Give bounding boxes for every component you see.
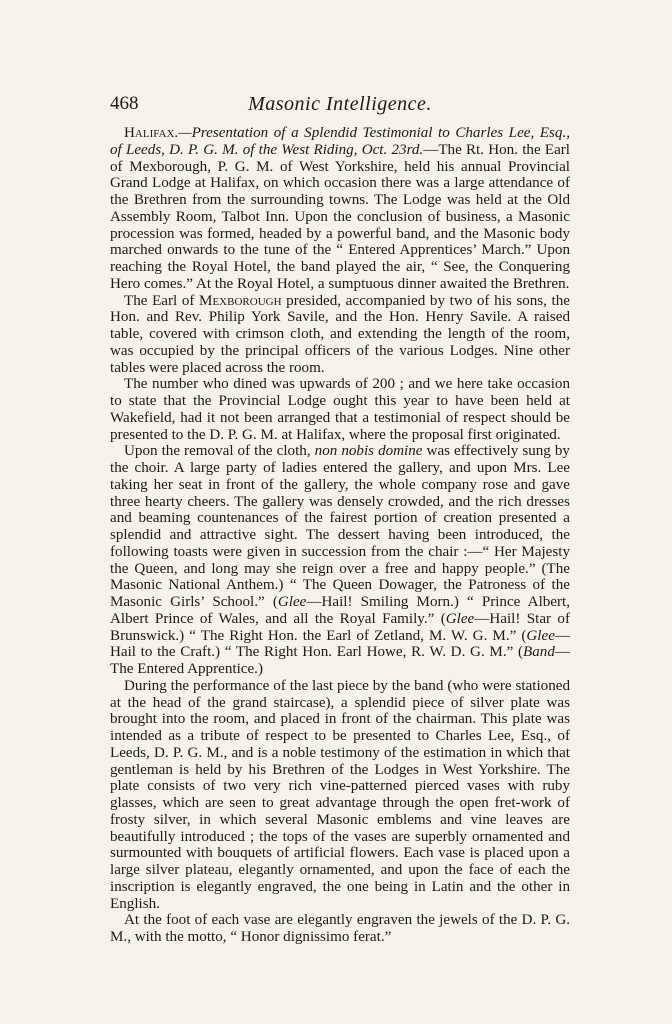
paragraph-5: During the performance of the last piece by the band (who were stationed at the head of the grand staircase), a splendid piece of silver plate was brought into the room, and placed in front of the chairman. This plate was intended as a tribute of respect to be presented to Charles Lee, Esq., of Leeds, D. P. G. M., and is a noble testimony of the estimation in which that gentleman is held by his Brethren of the Lodges in West Yorkshire. The plate consists of two very rich vine-patterned pierced vases with ruby glasses, which are seen to great advantage through the open fret-work of frosty silver, in which several Masonic emblems and vine leaves are beautifully introduced ; the tops of the vases are superbly ornamented and surmounted with bouquets of artificial flowers. Each vase is placed upon a large silver plateau, elegantly ornamented, and upon the face of each the inscription is elegantly engraved, the one being in Latin and the other in English. — [110, 677, 570, 912]
page-header — [110, 93, 570, 123]
paragraph-2 — [110, 293, 570, 377]
paragraph-4-text-a: Upon the removal of the cloth, — [124, 443, 315, 460]
glee-1: Glee — [277, 594, 307, 610]
paragraph-4-text-e: —Hail to the Craft.) “ The Right Hon. Earl Howe, R. W. D. G. M.” ( — [110, 627, 570, 661]
paragraph-1 — [110, 125, 570, 293]
paragraph-3: The number who dined was upwards of 200 ; and we here take occasion to state that the Provincial Lodge ought this year to have been held at Wakefield, had it not been arranged that a testimonial of respect should be presented to the D. P. G. M. at Halifax, where the proposal first originated. — [110, 376, 570, 443]
paragraph-1-text: —The Rt. Hon. the Earl of Mexborough, P. G. M. of West Yorkshire, held his annual Provincial Grand Lodge at Halifax, on which occasion there was a large attendance of the Brethren from the surrounding towns. The Lodge was held at the Old Assembly Room, Talbot Inn. Upon the conclusion of business, a Masonic procession was formed, headed by a powerful band, and the Masonic body marched onwards to the tune of the “ Entered Apprentices’ March.” Upon reaching the Royal Hotel, the band played the air, “ See, the Conquering Hero comes.” At the Royal Hotel, a sumptuous dinner awaited the Brethren. — [110, 141, 570, 292]
paragraph-2-text-a: The Earl of — [124, 292, 200, 309]
article-place: Halifax. — [124, 125, 179, 141]
paragraph-6: At the foot of each vase are elegantly engraven the jewels of the D. P. G. M., with the motto, “ Honor dignissimo ferat.” — [110, 912, 570, 945]
paragraph-4-text-b: was effectively sung by the choir. A large party of ladies entered the gallery, and upon Mrs. Lee taking her seat in front of the gallery, the whole company rose and gave three hearty cheers. The gallery was densely crowded, and the rich dresses and beaming countenances of the fairest portion of creation presented a splendid and attractive sight. The dessert having been introduced, the following toasts were given in succession from the chair :—“ Her Majesty the Queen, and long may she reign over a free and happy people.” (The Masonic National Anthem.) “ The Queen Dowager, the Patroness of the Masonic Girls’ School.” ( — [110, 443, 570, 610]
paragraph-4-text-f: —The Entered Apprentice.) — [110, 644, 570, 677]
page-number: 468 — [110, 93, 139, 114]
paragraph-2-text-b: presided, accompanied by two of his sons, the Hon. and Rev. Philip York Savile, and the Hon. Henry Savile. A raised table, covered with crimson cloth, and extending the length of the room, was occupied by the principal officers of the various Lodges. Nine other tables were placed across the room. — [110, 292, 570, 376]
paragraph-4-text-d: —Hail! Star of Brunswick.) “ The Right Hon. the Earl of Zetland, M. W. G. M.” ( — [110, 610, 570, 644]
running-title: Masonic Intelligence. — [248, 93, 432, 115]
paragraph-4-text-c: —Hail! Smiling Morn.) “ Prince Albert, Albert Prince of Wales, and all the Royal Family.” ( — [110, 594, 570, 627]
glee-2: Glee — [445, 610, 475, 627]
article-body — [110, 125, 570, 946]
mexborough-smallcaps: Mexborough — [199, 292, 282, 309]
paragraph-4 — [110, 443, 570, 678]
glee-3: Glee — [526, 627, 555, 644]
article-heading: —Presentation of a Splendid Testimonial to Charles Lee, Esq., of Leeds, D. P. G. M. of the West Riding, Oct. 23rd. — [110, 125, 570, 158]
non-nobis-domine: non nobis domine — [314, 443, 423, 460]
band-label: Band — [523, 644, 555, 661]
